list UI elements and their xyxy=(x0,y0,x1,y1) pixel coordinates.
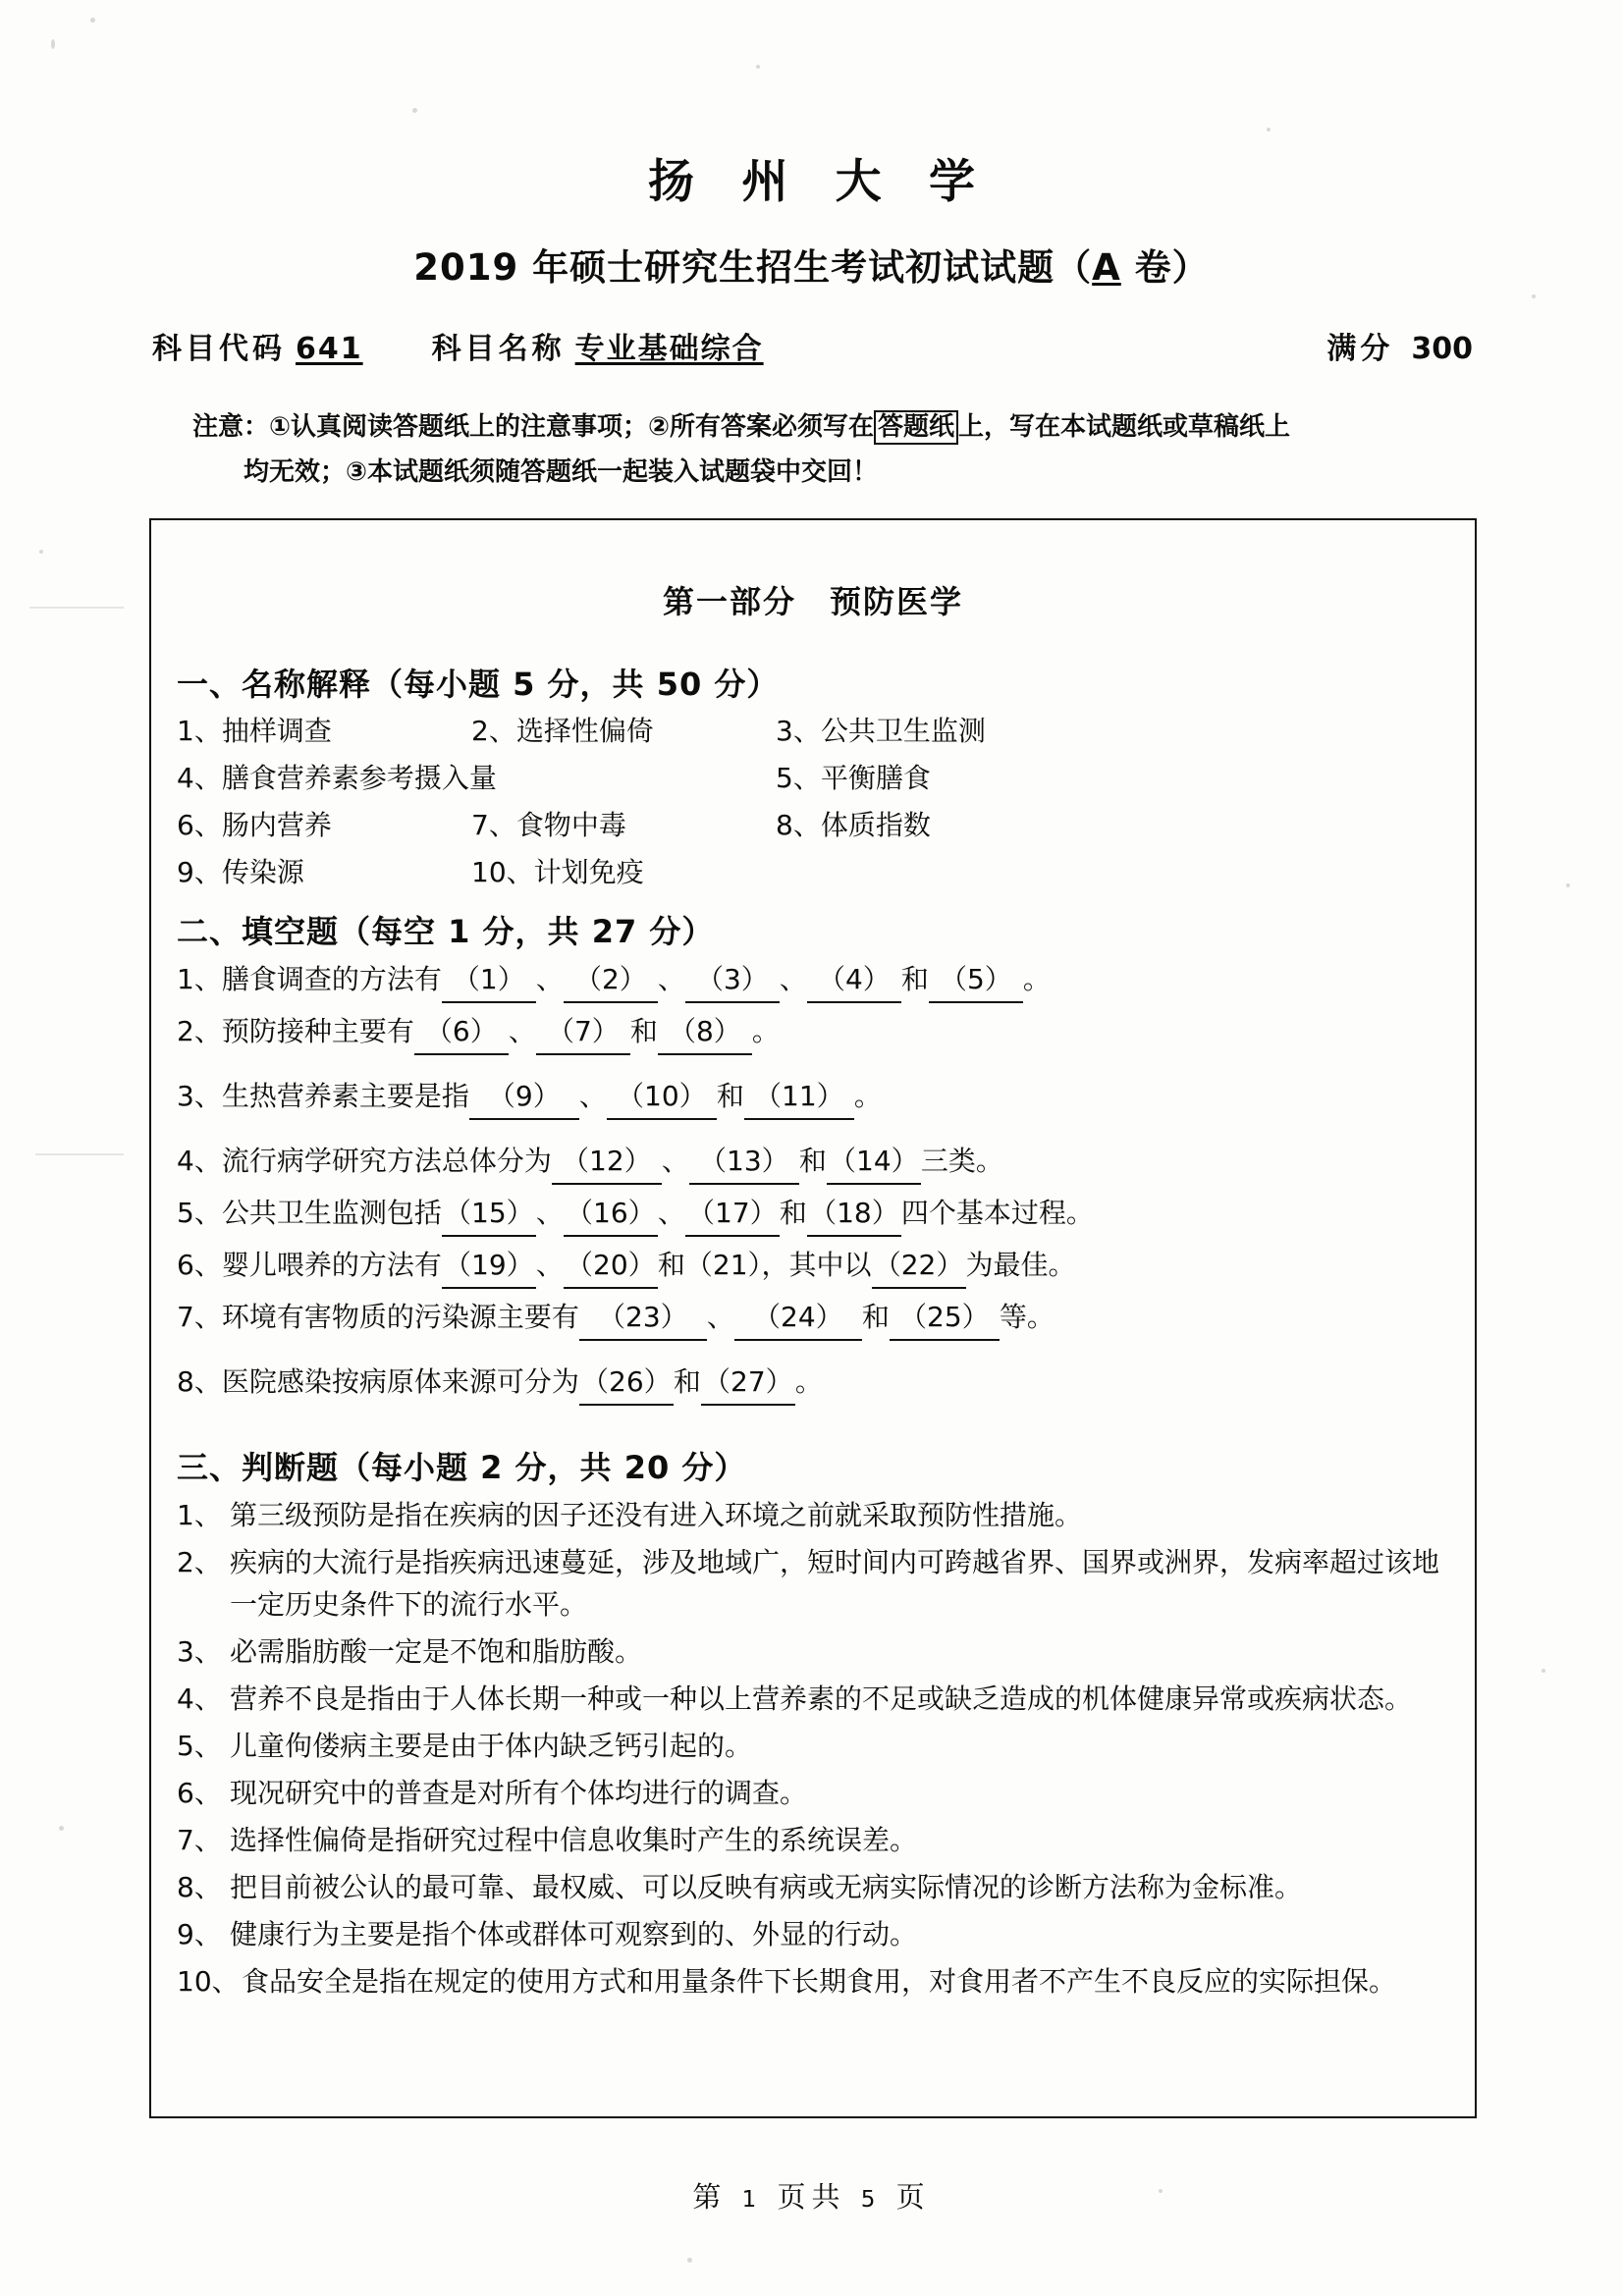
scan-speck xyxy=(39,550,43,554)
truefalse-item xyxy=(177,1678,1441,1720)
scan-speck xyxy=(1566,883,1570,887)
truefalse-item xyxy=(177,1960,1441,2002)
scan-speck xyxy=(412,108,417,113)
truefalse-item xyxy=(177,1913,1441,1955)
fill-item: 4、流行病学研究方法总体分为 （12） 、 （13） 和（14）三类。 xyxy=(177,1140,1475,1185)
blank-field[interactable]: （8） xyxy=(658,1010,752,1055)
item-text: 现况研究中的普查是对所有个体均进行的调查。 xyxy=(230,1777,808,1809)
term-item: 7、食物中毒 xyxy=(471,809,626,841)
term-item: 8、体质指数 xyxy=(776,809,931,841)
blank-field[interactable]: （26） xyxy=(579,1361,674,1406)
blank-field[interactable]: （19） xyxy=(442,1244,536,1289)
term-row xyxy=(177,805,1475,846)
blank-field[interactable]: （24） xyxy=(734,1296,862,1341)
fill-item: 7、环境有害物质的污染源主要有 （23） 、 （24） 和 （25） 等。 xyxy=(177,1296,1475,1341)
section-1-heading: 一、名称解释（每小题 5 分，共 50 分） xyxy=(177,666,780,703)
exam-title-prefix: 2019 年硕士研究生招生考试初试试题（ xyxy=(413,246,1093,289)
fill-item: 6、婴儿喂养的方法有（19）、（20）和（21），其中以（22）为最佳。 xyxy=(177,1244,1475,1289)
term-item: 4、膳食营养素参考摄入量 xyxy=(177,762,497,794)
blank-field[interactable]: （2） xyxy=(564,958,658,1003)
blank-field[interactable]: （25） xyxy=(890,1296,1000,1341)
item-text: 选择性偏倚是指研究过程中信息收集时产生的系统误差。 xyxy=(230,1824,918,1856)
item-text: 必需脂肪酸一定是不饱和脂肪酸。 xyxy=(230,1635,643,1668)
term-item: 5、平衡膳食 xyxy=(776,762,931,794)
fill-item: 3、生热营养素主要是指 （9） 、 （10） 和 （11） 。 xyxy=(177,1075,1475,1120)
notice-line1-a: 注意：①认真阅读答题纸上的注意事项；②所有答案必须写在 xyxy=(192,412,875,442)
part-title: 第一部分 预防医学 xyxy=(662,583,963,620)
exam-title-suffix: 卷） xyxy=(1120,246,1210,289)
item-text: 第三级预防是指在疾病的因子还没有进入环境之前就采取预防性措施。 xyxy=(230,1499,1083,1531)
blank-field[interactable]: （11） xyxy=(744,1075,854,1120)
term-item: 2、选择性偏倚 xyxy=(471,715,654,747)
university-title: 扬 州 大 学 xyxy=(647,155,992,209)
section-2-heading: 二、填空题（每空 1 分，共 27 分） xyxy=(177,913,715,950)
subject-name-value: 专业基础综合 xyxy=(574,332,764,366)
blank-field[interactable]: （15） xyxy=(442,1192,536,1237)
term-item: 9、传染源 xyxy=(177,856,304,888)
footer-prefix: 第 xyxy=(692,2180,728,2214)
scan-smudge xyxy=(35,1153,124,1155)
truefalse-item xyxy=(177,1494,1441,1536)
term-row xyxy=(177,711,1475,752)
exam-volume: A xyxy=(1092,246,1121,289)
full-marks-value: 300 xyxy=(1411,332,1473,366)
exam-title xyxy=(0,238,1623,291)
truefalse-item xyxy=(177,1725,1441,1767)
item-number: 9、 xyxy=(177,1918,222,1950)
fill-item: 8、医院感染按病原体来源可分为（26）和（27）。 xyxy=(177,1361,1475,1406)
item-number: 5、 xyxy=(177,1730,222,1762)
item-text: 健康行为主要是指个体或群体可观察到的、外显的行动。 xyxy=(230,1918,918,1950)
item-number: 7、 xyxy=(177,1824,222,1856)
truefalse-item xyxy=(177,1630,1441,1673)
truefalse-item xyxy=(177,1772,1441,1814)
fill-item: 1、膳食调查的方法有 （1） 、 （2） 、 （3） 、 （4） 和 （5） 。 xyxy=(177,958,1475,1003)
blank-field[interactable]: （4） xyxy=(807,958,901,1003)
blank-field[interactable]: （9） xyxy=(469,1075,579,1120)
notice-line1-b: 上，写在本试题纸或草稿纸上 xyxy=(958,412,1291,442)
blank-field[interactable]: （12） xyxy=(552,1140,662,1185)
blank-field[interactable]: （5） xyxy=(929,958,1023,1003)
full-marks-label: 满分 xyxy=(1326,332,1394,366)
item-number: 6、 xyxy=(177,1777,222,1809)
blank-field[interactable]: （23） xyxy=(579,1296,707,1341)
item-number: 2、 xyxy=(177,1546,222,1578)
blank-field[interactable]: （1） xyxy=(442,958,536,1003)
item-text: 食品安全是指在规定的使用方式和用量条件下长期食用，对食用者不产生不良反应的实际担保。 xyxy=(242,1965,1397,1998)
subject-code-value: 641 xyxy=(296,332,363,366)
blank-field[interactable]: （13） xyxy=(689,1140,799,1185)
scan-speck xyxy=(51,39,55,49)
fill-item: 2、预防接种主要有 （6） 、 （7） 和 （8） 。 xyxy=(177,1010,1475,1055)
scan-speck xyxy=(1542,1669,1545,1673)
scan-smudge xyxy=(29,607,124,609)
subject-name-label: 科目名称 xyxy=(431,332,566,366)
section-3-heading: 三、判断题（每小题 2 分，共 20 分） xyxy=(177,1449,747,1486)
item-text: 营养不良是指由于人体长期一种或一种以上营养素的不足或缺乏造成的机体健康异常或疾病状态。 xyxy=(230,1682,1413,1715)
truefalse-item xyxy=(177,1819,1441,1861)
term-item: 1、抽样调查 xyxy=(177,715,332,747)
blank-field[interactable]: （3） xyxy=(685,958,780,1003)
truefalse-item xyxy=(177,1541,1441,1626)
notice-line2: 均无效；③本试题纸须随答题纸一起装入试题袋中交回！ xyxy=(243,457,879,487)
blank-field[interactable]: （20） xyxy=(564,1244,658,1289)
blank-field[interactable]: （10） xyxy=(607,1075,717,1120)
blank-field[interactable]: （18） xyxy=(807,1192,901,1237)
item-number: 4、 xyxy=(177,1682,222,1715)
item-number: 1、 xyxy=(177,1499,222,1531)
blank-field[interactable]: （14） xyxy=(827,1140,921,1185)
blank-field[interactable]: （7） xyxy=(536,1010,630,1055)
item-number: 8、 xyxy=(177,1871,222,1903)
blank-field[interactable]: （27） xyxy=(701,1361,795,1406)
term-row xyxy=(177,758,1475,799)
item-text: 把目前被公认的最可靠、最权威、可以反映有病或无病实际情况的诊断方法称为金标准。 xyxy=(230,1871,1303,1903)
page-footer xyxy=(0,2175,1623,2216)
scan-speck xyxy=(90,18,95,23)
blank-field[interactable]: （17） xyxy=(685,1192,780,1237)
item-text: 儿童佝偻病主要是由于体内缺乏钙引起的。 xyxy=(230,1730,753,1762)
subject-code-label: 科目代码 xyxy=(152,332,286,366)
footer-middle: 页共 xyxy=(777,2180,846,2214)
blank-field[interactable]: （6） xyxy=(414,1010,509,1055)
item-text: 疾病的大流行是指疾病迅速蔓延，涉及地域广，短时间内可跨越省界、国界或洲界，发病率超过该地一定历史条件下的流行水平。 xyxy=(230,1546,1440,1621)
term-row xyxy=(177,852,1475,893)
footer-page-number: 1 xyxy=(741,2187,763,2213)
blank-field[interactable]: （22） xyxy=(872,1244,966,1289)
blank-field[interactable]: （16） xyxy=(564,1192,658,1237)
scan-speck xyxy=(1532,294,1536,298)
term-item: 3、公共卫生监测 xyxy=(776,715,986,747)
subject-info-row xyxy=(152,324,1473,367)
scan-speck xyxy=(59,1826,64,1831)
term-item: 10、计划免疫 xyxy=(471,856,644,888)
footer-suffix: 页 xyxy=(895,2180,931,2214)
item-number: 10、 xyxy=(177,1965,240,1998)
notice-block xyxy=(192,404,1469,495)
footer-total-pages: 5 xyxy=(860,2187,882,2213)
exam-content-frame xyxy=(149,518,1477,2118)
term-item: 6、肠内营养 xyxy=(177,809,332,841)
scan-speck xyxy=(687,2258,692,2263)
notice-boxed-answer-sheet: 答题纸 xyxy=(874,410,958,445)
item-number: 3、 xyxy=(177,1635,222,1668)
truefalse-item xyxy=(177,1866,1441,1908)
scan-speck xyxy=(756,65,760,69)
fill-item: 5、公共卫生监测包括（15）、（16）、（17）和（18）四个基本过程。 xyxy=(177,1192,1475,1237)
scan-speck xyxy=(1267,128,1271,132)
